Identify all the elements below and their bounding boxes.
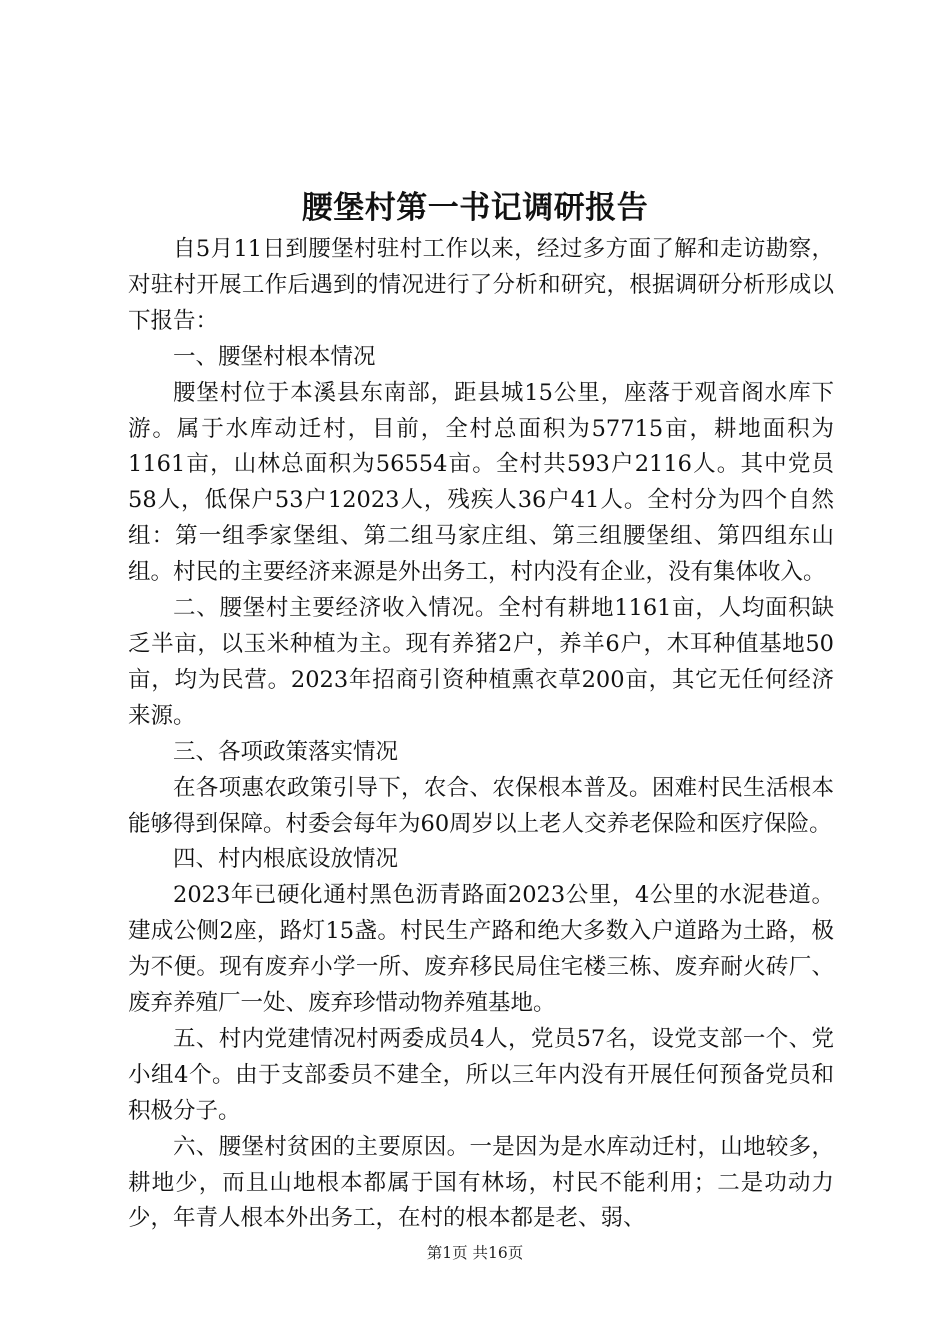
page-footer: 第1页 共16页 xyxy=(426,1244,524,1262)
document-body xyxy=(128,232,834,1237)
section-paragraph-4: 2023年已硬化通村黑色沥青路面2023公里，4公里的水泥巷道。建成公侧2座，路灯15盏。村民生产路和绝大多数入户道路为土路，极为不便。现有废弃小学一所、废弃移民局住宅楼三栋、废弃耐火砖厂、废弃养殖厂一处、废弃珍惜动物养殖基地。 xyxy=(128,882,834,1017)
section-paragraph-6: 六、腰堡村贫困的主要原因。一是因为是水库动迁村，山地较多，耕地少，而且山地根本都属于国有林场，村民不能利用；二是功动力少，年青人根本外出务工，在村的根本都是老、弱、 xyxy=(128,1133,834,1232)
section-paragraph-1: 腰堡村位于本溪县东南部，距县城15公里，座落于观音阁水库下游。属于水库动迁村，目前，全村总面积为57715亩，耕地面积为1161亩，山林总面积为56554亩。全村共593户2116人。其中党员58人，低保户53户12023人，残疾人36户41人。全村分为四个自然组：第一组季家堡组、第二组马家庄组、第三组腰堡组、第四组东山组。村民的主要经济来源是外出务工，村内没有企业，没有集体收入。 xyxy=(128,379,834,586)
section-paragraph-5: 五、村内党建情况村两委成员4人，党员57名，设党支部一个、党小组4个。由于支部委员不建全，所以三年内没有开展任何预备党员和积极分子。 xyxy=(128,1025,834,1124)
document-title: 腰堡村第一书记调研报告 xyxy=(301,190,649,226)
section-paragraph-2: 二、腰堡村主要经济收入情况。全村有耕地1161亩，人均面积缺乏半亩，以玉米种植为主。现有养猪2户，养羊6户，木耳种值基地50亩，均为民营。2023年招商引资种植熏衣草200亩，其它无任何经济来源。 xyxy=(128,595,834,729)
section-paragraph-3: 在各项惠农政策引导下，农合、农保根本普及。困难村民生活根本能够得到保障。村委会每年为60周岁以上老人交养老保险和医疗保险。 xyxy=(128,774,834,837)
section-heading-1: 一、腰堡村根本情况 xyxy=(173,343,376,370)
section-heading-4: 四、村内根底设放情况 xyxy=(173,846,399,873)
section-heading-3: 三、各项政策落实情况 xyxy=(173,738,399,765)
intro-paragraph: 自5月11日到腰堡村驻村工作以来，经过多方面了解和走访勘察，对驻村开展工作后遇到的情况进行了分析和研究，根据调研分析形成以下报告： xyxy=(128,236,834,334)
